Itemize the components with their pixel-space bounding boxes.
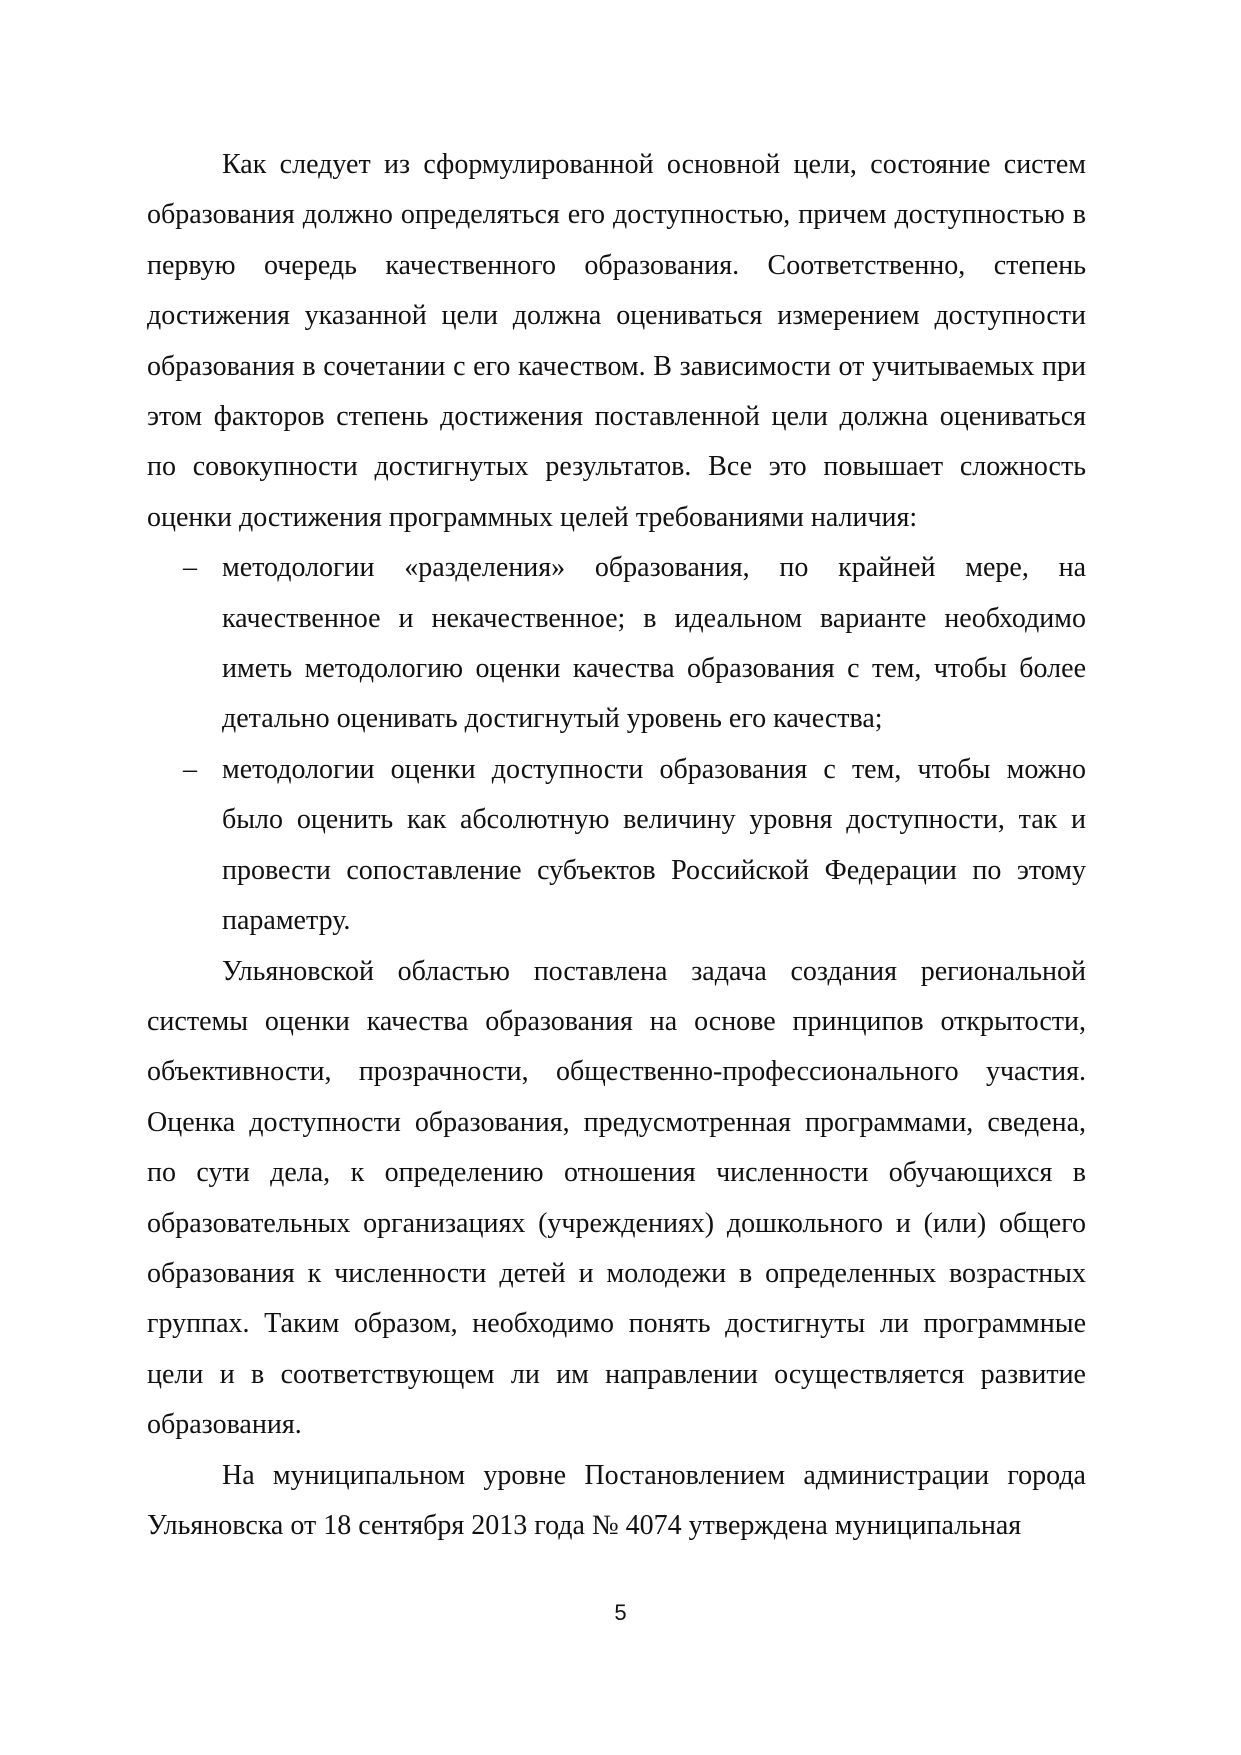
- document-body: [147, 140, 1086, 1551]
- paragraph-goal-assessment: Как следует из сформулированной основной цели, состояние систем образования должно определяться его доступностью, причем доступностью в первую очередь качественного образования. Соответственно, степень достижения указанной цели должна оцениваться измерением доступности образования в сочетании с его качеством. В зависимости от учитываемых при этом факторов степень достижения поставленной цели должна оцениваться по совокупности достигнутых результатов. Все это повышает сложность оценки достижения программных целей требованиями наличия:: [147, 149, 1086, 533]
- requirements-list: [147, 543, 1086, 946]
- list-item-text: методологии «разделения» образования, по крайней мере, на качественное и некачественное; в идеальном варианте необходимо иметь методологию оценки качества образования с тем, чтобы более детально оценивать достигнутый уровень его качества;: [222, 552, 1086, 735]
- list-item-text: методологии оценки доступности образования с тем, чтобы можно было оценить как абсолютную величину уровня доступности, так и провести сопоставление субъектов Российской Федерации по этому параметру.: [222, 753, 1086, 937]
- page-number: 5: [614, 1600, 627, 1625]
- dash-marker: –: [183, 753, 197, 785]
- paragraph-regional-system: Ульяновской областью поставлена задача создания региональной системы оценки качества образования на основе принципов открытости, объективности, прозрачности, общественно-профессионального участия. Оценка доступности образования, предусмотренная программами, сведена, по сути дела, к определению отношения численности обучающихся в образовательных организациях (учреждениях) дошкольного и (или) общего образования к численности детей и молодежи в определенных возрастных группах. Таким образом, необходимо понять достигнуты ли программные цели и в соответствующем ли им направлении осуществляется развитие образования.: [147, 955, 1086, 1441]
- list-item: [147, 543, 1086, 745]
- dash-marker: –: [183, 552, 197, 584]
- list-item: [147, 745, 1086, 947]
- paragraph-municipal-level: На муниципальном уровне Постановлением администрации города Ульяновска от 18 сентября 2013 года № 4074 утверждена муниципальная: [147, 1459, 1086, 1541]
